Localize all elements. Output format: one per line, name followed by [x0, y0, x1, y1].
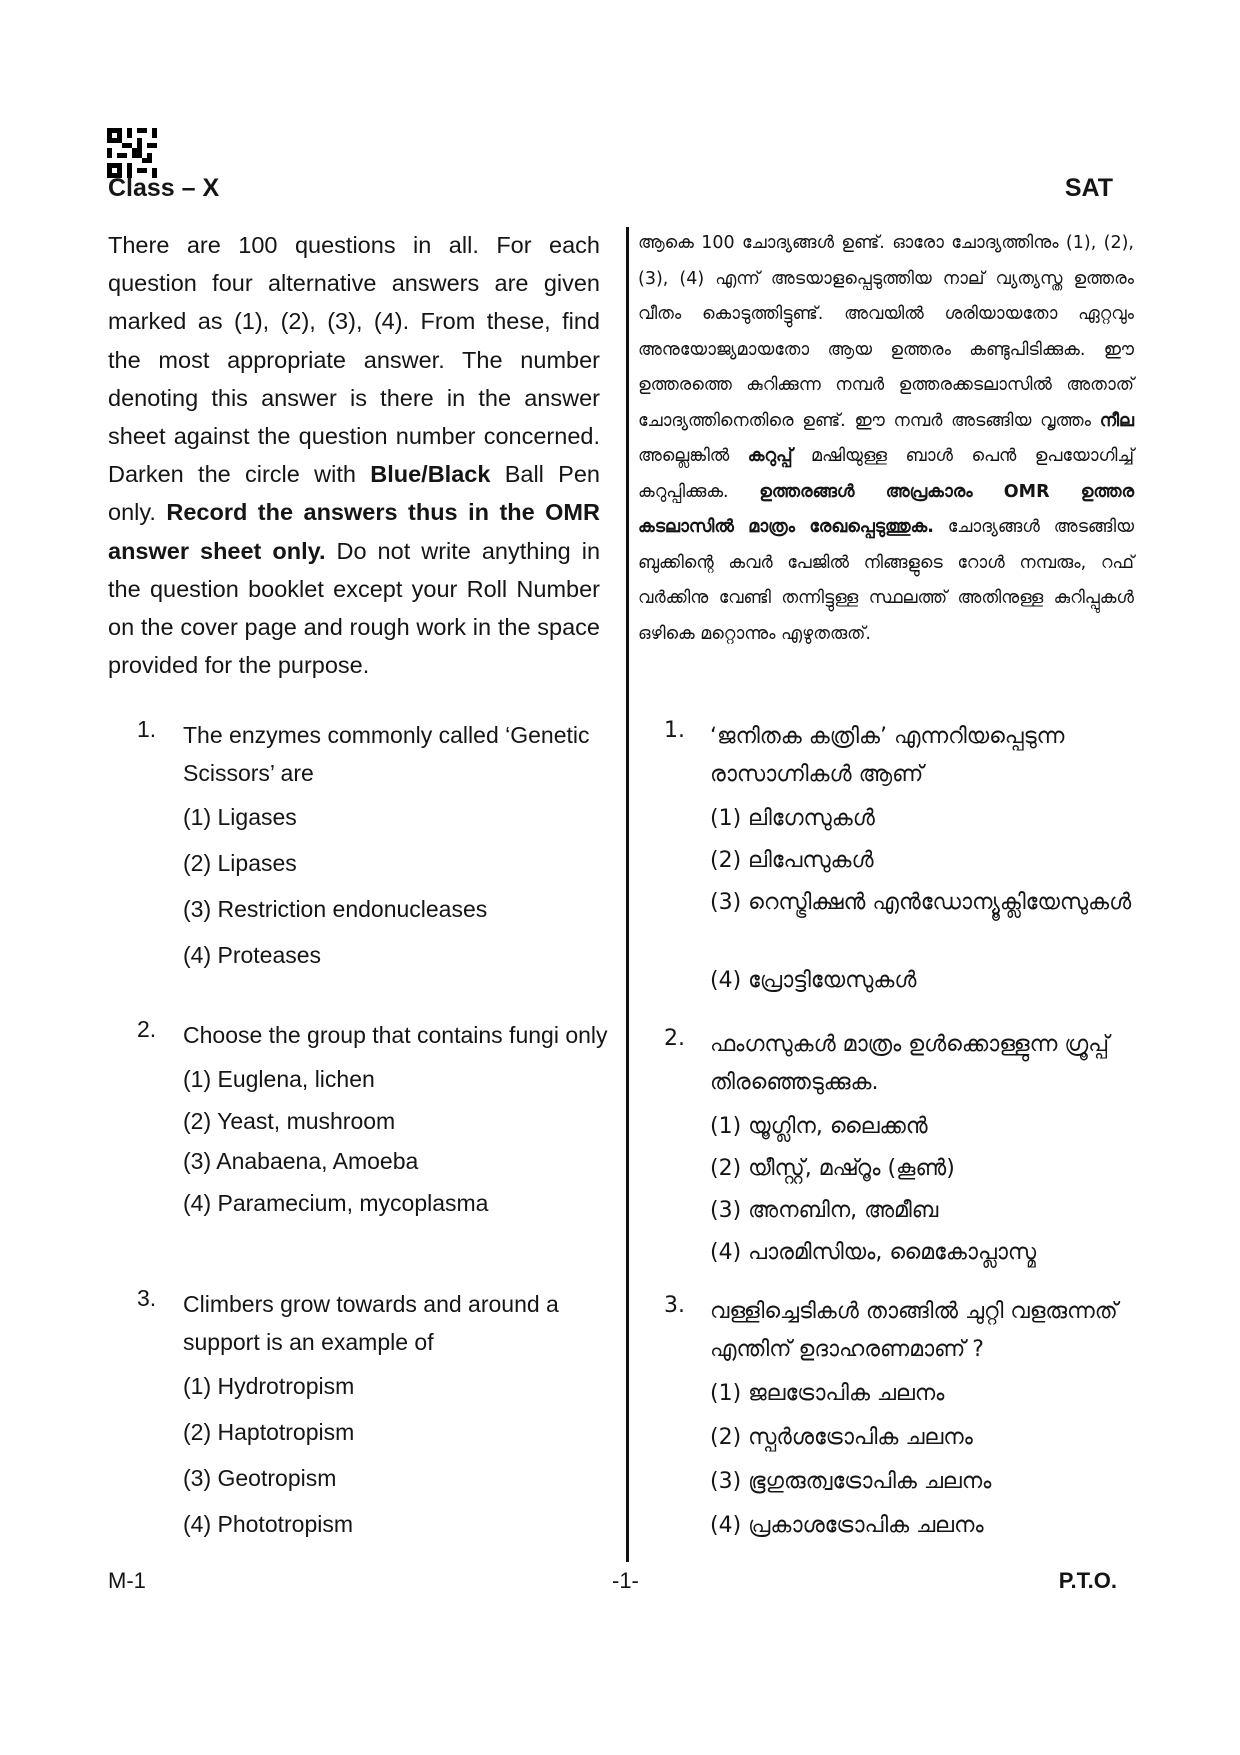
option-3: (3) Geotropism [183, 1465, 337, 1491]
question-en-1 [137, 716, 613, 982]
option-2: (2) യീസ്റ്റ്, മഷ്റൂം (കൂൺ) [710, 1156, 955, 1181]
text-run: There are 100 questions in all. For each question four alternative answers are given marked as (1), (2), (3), (4). From these, find the most appropriate answer. The number denoting this answer is there in the answer sheet against the question number concerned. Darken the circle with [108, 232, 600, 488]
bold-text: ഉത്തരങ്ങൾ അപ്രകാരം OMR ഉത്തര കടലാസിൽ മാത്രം രേഖപ്പെടുത്തുക. [638, 481, 1134, 537]
text-run: മഷിയുള്ള ബാൾ പെൻ ഉപയോഗിച്ച് കറുപ്പിക്കുക. [638, 446, 1134, 502]
option-2: (2) Haptotropism [183, 1419, 355, 1445]
text-run: അല്ലെങ്കിൽ [638, 446, 748, 466]
instructions-malayalam [638, 226, 1134, 652]
option-3: (3) Restriction endonucleases [183, 896, 488, 922]
question-number: 1. [664, 718, 685, 743]
option-1: (1) Euglena, lichen [183, 1066, 375, 1092]
question-ml-2 [664, 1026, 1134, 1280]
bold-text: കറുപ്പ് [747, 446, 793, 466]
english-column [108, 226, 600, 684]
qr-code-icon [106, 128, 158, 178]
question-en-2 [137, 1016, 613, 1230]
question-number: 3. [664, 1293, 685, 1318]
question-stem: Climbers grow towards and around a support is an example of [183, 1291, 559, 1355]
class-label: Class – X [108, 174, 220, 202]
text-run: Do not write anything in the question booklet except your Roll Number on the cover page and rough work in the space provided for the purpose. [108, 537, 601, 679]
option-2: (2) Lipases [183, 850, 297, 876]
question-ml-1 [664, 718, 1134, 1008]
option-2: (2) Yeast, mushroom [183, 1108, 396, 1134]
question-stem: The enzymes commonly called ‘Genetic Scissors’ are [183, 722, 590, 786]
option-3: (3) Anabaena, Amoeba [183, 1148, 419, 1174]
option-4: (4) പ്രോട്ടിയേസുകൾ [710, 968, 917, 993]
option-1: (1) ജലട്രോപിക ചലനം [710, 1381, 945, 1406]
text-run: Ball Pen only. [108, 461, 600, 526]
option-4: (4) പ്രകാശട്രോപിക ചലനം [710, 1513, 984, 1538]
question-stem: Choose the group that contains fungi only [183, 1022, 608, 1048]
option-2: (2) ലിപേസുകൾ [710, 848, 874, 873]
question-number: 1. [137, 716, 157, 742]
question-ml-3 [664, 1293, 1134, 1553]
option-1: (1) യൂഗ്ലിന, ലൈക്കൻ [710, 1114, 928, 1139]
option-2: (2) സ്പർശട്രോപിക ചലനം [710, 1425, 973, 1450]
option-3: (3) റെസ്ട്രിക്ഷൻ എൻഡോന്യൂക്ലിയേസുകൾ [710, 890, 1132, 915]
option-4: (4) Proteases [183, 942, 322, 968]
bold-text: Record the answers thus in the OMR answer sheet only. [108, 499, 600, 564]
option-1: (1) Ligases [183, 804, 297, 830]
page-number: -1- [612, 1568, 639, 1593]
question-number: 3. [137, 1285, 157, 1311]
question-number: 2. [137, 1016, 157, 1042]
question-stem: വള്ളിച്ചെടികൾ താങ്ങിൽ ചുറ്റി വളരുന്നത് എന്തിന് ഉദാഹരണമാണ് ? [710, 1299, 1118, 1362]
option-4: (4) Phototropism [183, 1511, 354, 1537]
text-run: ചോദ്യങ്ങൾ അടങ്ങിയ ബുക്കിന്റെ കവർ പേജിൽ നിങ്ങളുടെ റോൾ നമ്പരും, റഫ് വർക്കിനു വേണ്ടി തന്നിട്ടുള്ള സ്ഥലത്ത് അതിനുള്ള കുറിപ്പുകൾ ഒഴികെ മറ്റൊന്നും എഴുതരുത്. [638, 517, 1134, 644]
option-3: (3) അനബിന, അമീബ [710, 1198, 939, 1223]
option-3: (3) ഭൂഗുരുത്വട്രോപിക ചലനം [710, 1469, 992, 1494]
bold-text: നീല [1099, 410, 1134, 431]
option-4: (4) പാരമിസിയം, മൈകോപ്ലാസ്മ [710, 1240, 1037, 1265]
pto-label: P.T.O. [1058, 1568, 1117, 1593]
malayalam-column [638, 226, 1134, 652]
question-number: 2. [664, 1026, 685, 1051]
text-run: ആകെ 100 ചോദ്യങ്ങൾ ഉണ്ട്. ഓരോ ചോദ്യത്തിനും (1), (2), (3), (4) എന്ന് അടയാളപ്പെടുത്തിയ നാല് വ്യത്യസ്ത ഉത്തരം വീതം കൊടുത്തിട്ടുണ്ട്. അവയിൽ ശരിയായതോ ഏറ്റവും അനുയോജ്യമായതോ ആയ ഉത്തരം കണ്ടുപിടിക്കുക. ഈ ഉത്തരത്തെ കുറിക്കുന്ന നമ്പർ ഉത്തരക്കടലാസിൽ അതാത് ചോദ്യത്തിനെതിരെ ഉണ്ട്. ഈ നമ്പർ അടങ്ങിയ വൃത്തം [638, 233, 1134, 431]
question-en-3 [137, 1285, 613, 1551]
instructions-english [108, 226, 600, 684]
bold-text: Blue/Black [370, 461, 491, 488]
column-divider [626, 227, 629, 1562]
option-1: (1) Hydrotropism [183, 1373, 355, 1399]
exam-label: SAT [1064, 174, 1113, 202]
question-stem: ‘ജനിതക കത്രിക’ എന്നറിയപ്പെടുന്ന രാസാഗ്നികൾ ആണ് [710, 724, 1065, 787]
question-stem: ഫംഗസുകൾ മാത്രം ഉൾക്കൊള്ളുന്ന ഗ്രൂപ്പ് തിരഞ്ഞെടുക്കുക. [710, 1032, 1109, 1095]
option-4: (4) Paramecium, mycoplasma [183, 1190, 489, 1216]
paper-code: M-1 [108, 1568, 146, 1593]
option-1: (1) ലിഗേസുകൾ [710, 806, 875, 831]
